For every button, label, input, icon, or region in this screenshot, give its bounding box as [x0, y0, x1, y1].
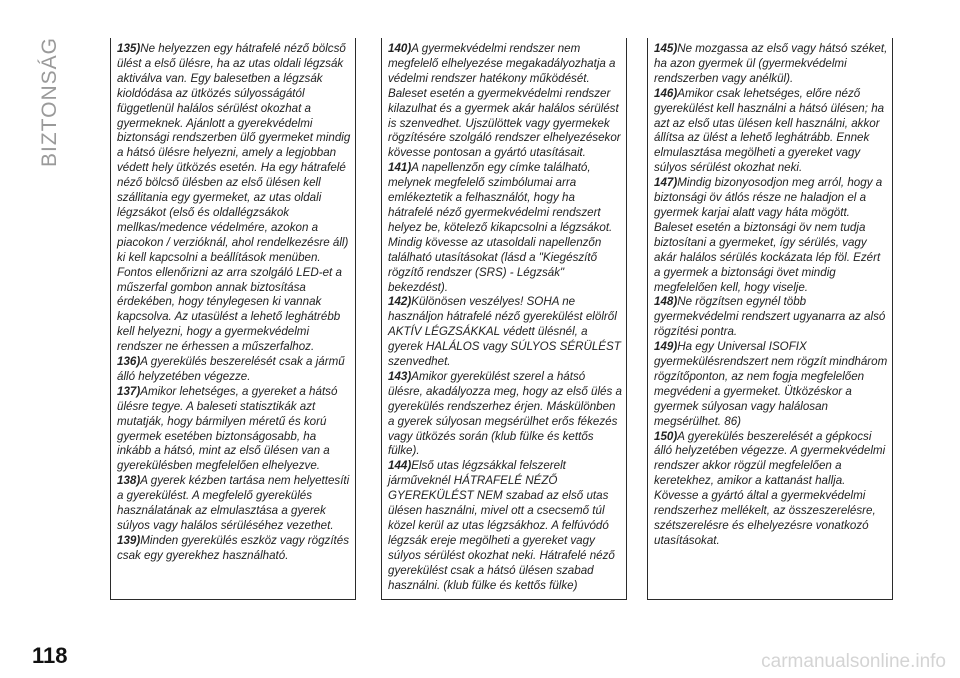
warning-text: Amikor lehetséges, a gyereket a hátsó ülésre tegye. A baleseti statisztikák azt mutatják, hogy bármilyen méretű és korú gyermek esetében biztonságosabb, ha inkább a hátsó, mint az első ülésen van a gyerekülésben megfelelően elhelyezve.	[117, 384, 338, 473]
warning-paragraph	[654, 295, 888, 340]
warning-number: 143)	[388, 369, 412, 383]
warning-column-1	[110, 38, 356, 600]
warning-text: A gyermekvédelmi rendszer nem megfelelő elhelyezése megakadályozhatja a védelmi rendszer hatékony működését. Baleset esetén a gyermekvédelmi rendszer kilazulhat és a gyermek akár halálos sérülést is szenvedhet. Ujszülöttek vagy gyermekek rögzítésére szolgáló rendszer elhelyezésekor kövesse pontosan a gyártó utasításait.	[388, 42, 621, 160]
warning-paragraph	[117, 355, 351, 385]
warning-text: A gyerekülés beszerelését a gépkocsi álló helyzetében végezze. A gyermekvédelmi rendszer akkor rögzül megfelelően a keretekhez, amikor a kattanást hallja. Kövesse a gyártó által a gyermekvédelmi rendszerhez mellékelt, az összeszerelésre, szétszerelésre és elhelyezésre vonatkozó utasításokat.	[654, 429, 886, 547]
warning-column-3	[647, 38, 893, 600]
watermark: carmanualsonline.info	[761, 651, 946, 672]
warning-number: 149)	[654, 340, 678, 354]
warning-text: Különösen veszélyes! SOHA ne használjon hátrafelé néző gyerekülést elölről AKTÍV LÉGZSÁKKAL védett ülésnél, a gyerek HALÁLOS vagy SÚLYOS SÉRÜLÉST szenvedhet.	[388, 295, 621, 369]
warning-number: 145)	[654, 42, 678, 55]
warning-text: Ne helyezzen egy hátrafelé néző bölcső ülést a első ülésre, ha az utas oldali légzsák aktiválva van. Egy balesetben a légzsák kioldódása az ütközés súlyosságától függetlenül halálos sérülést okozhat a gyermeknek. Ajánlott a gyerekvédelmi biztonsági rendszerben ülő gyermeket mindig a hátsó ülésre helyezni, amely a legjobban védett hely ütközés esetén. Ha egy hátrafelé néző bölcső ülésben az első ülésen kell szállitania egy gyermeket, az utas oldali légzsákot (első és oldallégzsákok mellkas/medence védelmére, azokon a piacokon / verzióknál, ahol rendelkezésre áll) ki kell kapcsolni a beállítások menüben. Fontos ellenőrizni az arra szolgáló LED-et a műszerfal gombon annak biztosítása érdekében, hogy ténylegesen ki vannak kapcsolva. Az utasülést a lehető leghátrébb kell helyezni, hogy a gyermekvédelmi rendszer ne érhessen a műszerfalhoz.	[117, 42, 351, 354]
warning-number: 147)	[654, 176, 678, 190]
warning-paragraph	[654, 87, 888, 176]
warning-text: Ne mozgassa az első vagy hátsó széket, ha azon gyermek ül (gyermekvédelmi rendszerben vagy anélkül).	[654, 42, 888, 85]
warning-text: Első utas légzsákkal felszerelt járműveknél HÁTRAFELÉ NÉZŐ GYEREKÜLÉST NEM szabad az első utas ülésen használni, mivel ott a csecsemő túl közel kerül az utas légzsákhoz. A felfúvódó légzsák ereje megölheti a gyereket vagy súlyos sérülést okozhat neki. Hátrafelé néző gyerekülést csak a hátsó ülésen szabad használni. (klub fülke és kettős fülke)	[388, 459, 615, 592]
warning-number: 140)	[388, 42, 412, 55]
warning-text: Ha egy Universal ISOFIX gyermekülésrendszert nem rögzít mindhárom rögzítőponton, az nem fogja megfelelően megvédeni a gyermeket. Ütközéskor a gyermek súlyosan vagy halálosan megsérülhet. 86)	[654, 340, 888, 428]
warning-paragraph	[388, 459, 622, 593]
warning-number: 146)	[654, 86, 678, 100]
warning-number: 137)	[117, 384, 141, 398]
section-label	[32, 32, 68, 172]
warning-number: 139)	[117, 533, 141, 547]
section-label-text: BIZTONSÁG	[38, 37, 61, 167]
warning-column-2	[381, 38, 627, 600]
warning-text: Minden gyerekülés eszköz vagy rögzítés csak egy gyerekhez használható.	[117, 533, 350, 562]
warning-paragraph	[388, 42, 622, 161]
warning-text: Amikor csak lehetséges, előre néző gyerekülést kell használni a hátsó ülésen; ha azt az első utas ülésen kell használni, akkor állítsa az ülést a lehető leghátrább. Ennek elmulasztása megölheti a gyereket vagy súlyos sérülést okozhat neki.	[654, 86, 885, 175]
warning-text: Amikor gyerekülést szerel a hátsó ülésre, akadályozza meg, hogy az első ülés a gyerekülés rendszerhez érjen. Máskülönben a gyerek súlyosan megsérülhet erős fékezés vagy ütközés során (klub fülke és kettős fülke).	[388, 369, 622, 458]
warning-paragraph	[388, 161, 622, 295]
warning-text: A gyerek kézben tartása nem helyettesíti a gyerekülést. A megfelelő gyerekülés használatának az elmulasztása a gyerek súlyos vagy halálos sérüléséhez vezethet.	[117, 474, 350, 532]
warning-number: 136)	[117, 355, 141, 369]
warning-paragraph	[388, 295, 622, 370]
warning-number: 150)	[654, 429, 678, 443]
warning-paragraph	[117, 474, 351, 534]
warning-paragraph	[654, 340, 888, 429]
warning-paragraph	[117, 385, 351, 474]
warning-paragraph	[388, 370, 622, 459]
warning-paragraph	[117, 534, 351, 564]
warning-number: 135)	[117, 42, 141, 55]
warning-number: 142)	[388, 295, 412, 309]
warning-paragraph	[654, 430, 888, 549]
warning-number: 141)	[388, 161, 412, 175]
warning-paragraph	[117, 42, 351, 355]
warning-number: 144)	[388, 459, 412, 473]
warning-text: Ne rögzítsen egynél több gyermekvédelmi rendszert ugyanarra az alsó rögzítési pontra.	[654, 295, 886, 339]
warning-paragraph	[654, 176, 888, 295]
warning-text: A gyerekülés beszerelését csak a jármű álló helyzetében végezze.	[117, 355, 345, 383]
warning-paragraph	[654, 42, 888, 87]
warning-text: Mindig bizonyosodjon meg arról, hogy a biztonsági öv átlós része ne haladjon el a gyermek karjai alatt vagy háta mögött. Baleset esetén a biztonsági öv nem tudja biztosítani a gyermeket, így sérülés, vagy akár halálos sérülés kockázata lép föl. Ezért a gyermek a biztonsági övet mindig megfelelően kell, hogy viselje.	[654, 176, 883, 294]
page-number: 118	[32, 643, 68, 668]
warning-number: 148)	[654, 295, 678, 309]
warning-number: 138)	[117, 474, 141, 488]
warning-text: A napellenzőn egy címke található, melynek megfelelő szimbólumai arra emlékeztetik a felhasználót, hogy ha hátrafelé néző gyermekvédelmi rendszert helyez be, kötelező kikapcsolni a légzsákot. Mindig kövesse az utasoldali napellenzőn található utasításokat (lásd a "Kiegészítő rögzítő rendszer (SRS) - Légzsák" bekezdést).	[388, 161, 613, 294]
